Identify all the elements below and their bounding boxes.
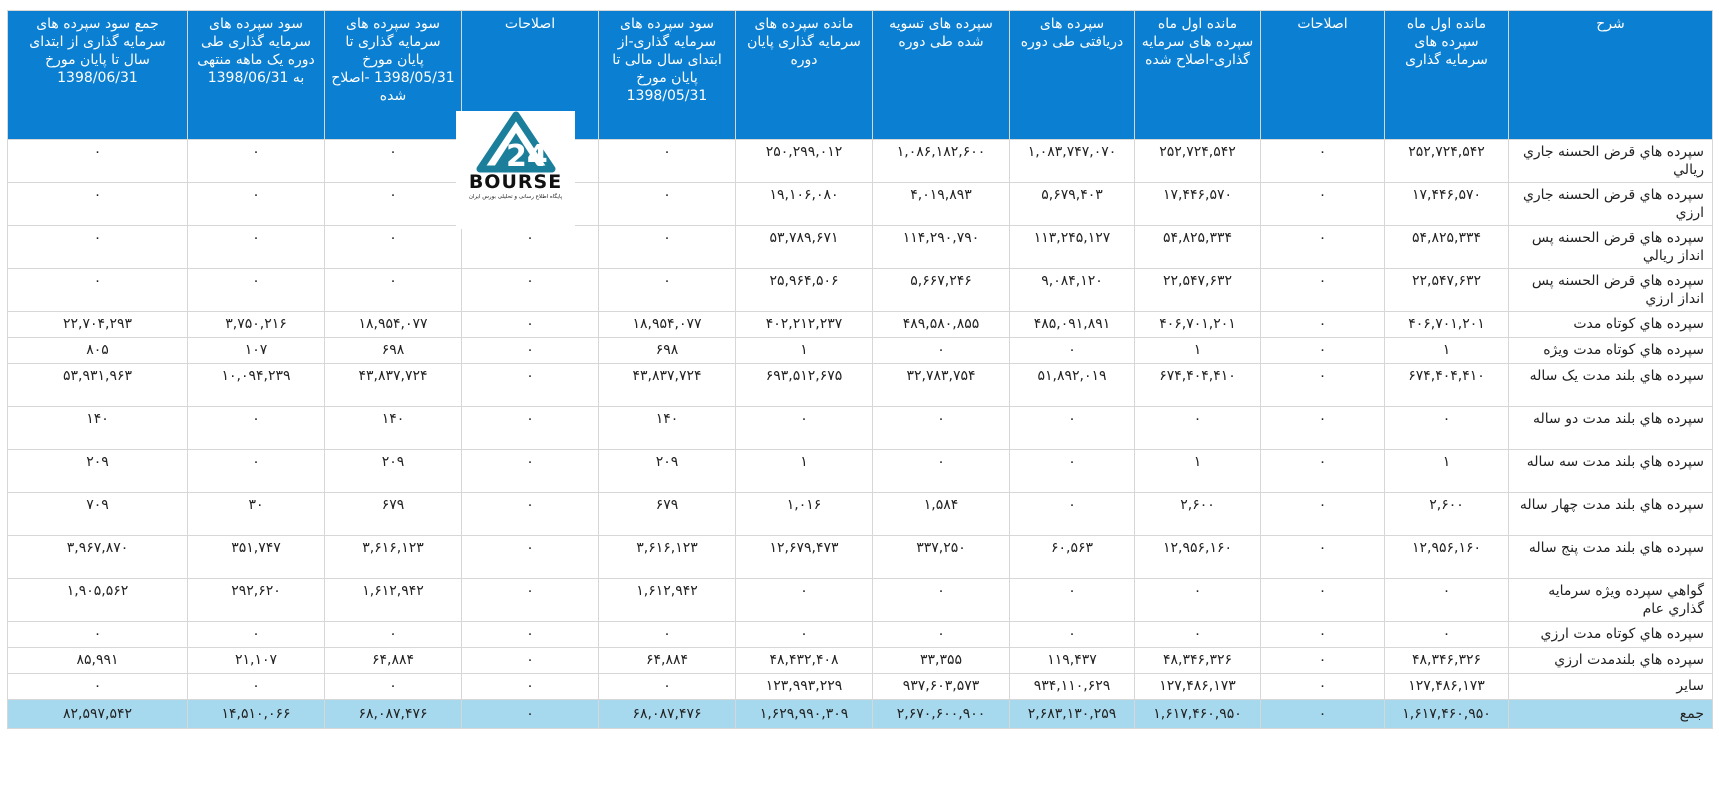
table-cell: ۱۴۰ bbox=[325, 407, 462, 450]
table-cell: ۲۵۲,۷۲۴,۵۴۲ bbox=[1385, 140, 1509, 183]
table-cell: ۱ bbox=[1135, 338, 1261, 364]
total-label: جمع bbox=[1509, 700, 1713, 729]
table-cell: ۴۸۵,۰۹۱,۸۹۱ bbox=[1010, 312, 1135, 338]
column-header-4: سپرده های دریافتی طی دوره bbox=[1010, 11, 1135, 140]
table-cell: ۱۲,۹۵۶,۱۶۰ bbox=[1385, 536, 1509, 579]
table-cell: ۶۴,۸۸۴ bbox=[599, 648, 736, 674]
table-cell: ۰ bbox=[462, 226, 599, 269]
table-cell: ۱,۹۰۵,۵۶۲ bbox=[8, 579, 188, 622]
table-cell: ۰ bbox=[188, 140, 325, 183]
table-cell: ۱ bbox=[736, 338, 873, 364]
table-cell: ۳۳۷,۲۵۰ bbox=[873, 536, 1010, 579]
table-cell: ۱۸,۹۵۴,۰۷۷ bbox=[599, 312, 736, 338]
logo-numeral: 24 bbox=[505, 139, 548, 174]
table-row bbox=[8, 226, 1713, 269]
deposits-table bbox=[7, 10, 1713, 729]
table-cell: ۰ bbox=[325, 226, 462, 269]
table-cell: ۱,۶۱۲,۹۴۲ bbox=[325, 579, 462, 622]
table-cell: ۰ bbox=[325, 140, 462, 183]
header-row bbox=[8, 11, 1713, 140]
table-cell: ۰ bbox=[462, 622, 599, 648]
table-row bbox=[8, 648, 1713, 674]
table-row bbox=[8, 140, 1713, 183]
table-cell: ۰ bbox=[1010, 579, 1135, 622]
table-cell: ۰ bbox=[325, 674, 462, 700]
table-cell: ۰ bbox=[599, 674, 736, 700]
table-cell: ۰ bbox=[1261, 140, 1385, 183]
table-cell: ۰ bbox=[736, 407, 873, 450]
table-cell: ۰ bbox=[1261, 536, 1385, 579]
table-cell: ۵۴,۸۲۵,۳۳۴ bbox=[1385, 226, 1509, 269]
table-cell: ۵۳,۷۸۹,۶۷۱ bbox=[736, 226, 873, 269]
table-body bbox=[8, 140, 1713, 729]
table-cell: ۶۷۹ bbox=[325, 493, 462, 536]
table-cell: ۰ bbox=[188, 407, 325, 450]
table-cell: ۰ bbox=[1385, 579, 1509, 622]
total-cell: ۲,۶۸۳,۱۳۰,۲۵۹ bbox=[1010, 700, 1135, 729]
bourse24-emblem-icon bbox=[474, 111, 558, 175]
column-header-10: سود سپرده های سرمایه گذاری طی دوره یک ماهه منتهی به 1398/06/31 bbox=[188, 11, 325, 140]
logo-tagline: پایگاه اطلاع رسانی و تحلیلی بورس ایران bbox=[468, 194, 563, 200]
table-cell: ۰ bbox=[8, 183, 188, 226]
table-cell: ۱ bbox=[736, 450, 873, 493]
table-cell: ۰ bbox=[1261, 312, 1385, 338]
table-row bbox=[8, 312, 1713, 338]
table-cell: ۳۲,۷۸۳,۷۵۴ bbox=[873, 364, 1010, 407]
table-row bbox=[8, 493, 1713, 536]
table-cell: ۰ bbox=[1135, 407, 1261, 450]
total-cell: ۸۲,۵۹۷,۵۴۲ bbox=[8, 700, 188, 729]
table-cell: ۳۳,۳۵۵ bbox=[873, 648, 1010, 674]
table-cell: ۰ bbox=[462, 450, 599, 493]
table-row bbox=[8, 269, 1713, 312]
table-cell: ۱۲۷,۴۸۶,۱۷۳ bbox=[1385, 674, 1509, 700]
table-row bbox=[8, 338, 1713, 364]
table-cell: ۰ bbox=[1010, 450, 1135, 493]
table-cell: ۰ bbox=[1010, 338, 1135, 364]
bourse24-logo bbox=[456, 111, 575, 229]
table-cell: ۰ bbox=[1261, 674, 1385, 700]
table-cell: ۰ bbox=[1261, 622, 1385, 648]
column-header-11: جمع سود سپرده های سرمایه گذاری از ابتدای سال تا پایان مورخ 1398/06/31 bbox=[8, 11, 188, 140]
table-cell: ۱۴۰ bbox=[599, 407, 736, 450]
table-cell: ۱۰۷ bbox=[188, 338, 325, 364]
table-cell: ۰ bbox=[325, 269, 462, 312]
table-cell: ۲۲,۷۰۴,۲۹۳ bbox=[8, 312, 188, 338]
column-header-0: شرح bbox=[1509, 11, 1713, 140]
table-cell: ۵,۶۶۷,۲۴۶ bbox=[873, 269, 1010, 312]
table-cell: ۴۰۶,۷۰۱,۲۰۱ bbox=[1385, 312, 1509, 338]
row-description: سپرده هاي کوتاه مدت ويژه bbox=[1509, 338, 1713, 364]
logo-brand: BOURSE bbox=[468, 171, 563, 193]
table-cell: ۰ bbox=[873, 338, 1010, 364]
table-cell: ۰ bbox=[1261, 493, 1385, 536]
table-cell: ۱ bbox=[1385, 450, 1509, 493]
table-cell: ۰ bbox=[325, 183, 462, 226]
table-cell: ۳,۹۶۷,۸۷۰ bbox=[8, 536, 188, 579]
total-cell: ۱,۶۱۷,۴۶۰,۹۵۰ bbox=[1135, 700, 1261, 729]
table-cell: ۴۸,۳۴۶,۳۲۶ bbox=[1135, 648, 1261, 674]
total-cell: ۶۸,۰۸۷,۴۷۶ bbox=[599, 700, 736, 729]
total-row bbox=[8, 700, 1713, 729]
table-cell: ۱۱۹,۴۳۷ bbox=[1010, 648, 1135, 674]
total-cell: ۲,۶۷۰,۶۰۰,۹۰۰ bbox=[873, 700, 1010, 729]
table-row bbox=[8, 183, 1713, 226]
table-cell: ۶۹۸ bbox=[325, 338, 462, 364]
table-cell: ۴۰۶,۷۰۱,۲۰۱ bbox=[1135, 312, 1261, 338]
row-description: سپرده هاي بلند مدت پنج ساله bbox=[1509, 536, 1713, 579]
table-cell: ۳۵۱,۷۴۷ bbox=[188, 536, 325, 579]
table-row bbox=[8, 622, 1713, 648]
row-description: گواهي سپرده ويژه سرمايه گذاري عام bbox=[1509, 579, 1713, 622]
table-cell: ۱,۵۸۴ bbox=[873, 493, 1010, 536]
row-description: سپرده هاي قرض الحسنه پس انداز ريالي bbox=[1509, 226, 1713, 269]
table-cell: ۲۵,۹۶۴,۵۰۶ bbox=[736, 269, 873, 312]
row-description: سپرده هاي کوتاه مدت ارزي bbox=[1509, 622, 1713, 648]
table-cell: ۱۱۴,۲۹۰,۷۹۰ bbox=[873, 226, 1010, 269]
total-cell: ۱۴,۵۱۰,۰۶۶ bbox=[188, 700, 325, 729]
table-cell: ۰ bbox=[188, 622, 325, 648]
table-cell: ۹۳۷,۶۰۳,۵۷۳ bbox=[873, 674, 1010, 700]
table-cell: ۰ bbox=[599, 269, 736, 312]
table-cell: ۰ bbox=[1135, 622, 1261, 648]
table-cell: ۰ bbox=[188, 269, 325, 312]
table-cell: ۰ bbox=[1261, 183, 1385, 226]
table-cell: ۹۳۴,۱۱۰,۶۲۹ bbox=[1010, 674, 1135, 700]
row-description: سپرده هاي قرض الحسنه پس انداز ارزي bbox=[1509, 269, 1713, 312]
table-cell: ۱,۰۱۶ bbox=[736, 493, 873, 536]
row-description: سپرده هاي بلند مدت سه ساله bbox=[1509, 450, 1713, 493]
table-cell: ۴۳,۸۳۷,۷۲۴ bbox=[599, 364, 736, 407]
column-header-1: مانده اول ماه سپرده های سرمایه گذاری bbox=[1385, 11, 1509, 140]
table-cell: ۰ bbox=[736, 622, 873, 648]
table-cell: ۶۷۴,۴۰۴,۴۱۰ bbox=[1385, 364, 1509, 407]
table-cell: ۰ bbox=[8, 226, 188, 269]
column-header-7: سود سپرده های سرمایه گذاری-از ابتدای سال مالی تا پایان مورخ 1398/05/31 bbox=[599, 11, 736, 140]
table-cell: ۰ bbox=[188, 226, 325, 269]
table-cell: ۱,۶۱۲,۹۴۲ bbox=[599, 579, 736, 622]
total-cell: ۱,۶۱۷,۴۶۰,۹۵۰ bbox=[1385, 700, 1509, 729]
row-description: ساير bbox=[1509, 674, 1713, 700]
table-cell: ۴,۰۱۹,۸۹۳ bbox=[873, 183, 1010, 226]
table-cell: ۰ bbox=[1261, 407, 1385, 450]
table-cell: ۱۱۳,۲۴۵,۱۲۷ bbox=[1010, 226, 1135, 269]
table-cell: ۰ bbox=[1010, 622, 1135, 648]
table-cell: ۶۰,۵۶۳ bbox=[1010, 536, 1135, 579]
table-cell: ۰ bbox=[8, 674, 188, 700]
table-cell: ۴۸,۴۳۲,۴۰۸ bbox=[736, 648, 873, 674]
table-cell: ۲,۶۰۰ bbox=[1135, 493, 1261, 536]
table-cell: ۴۸,۳۴۶,۳۲۶ bbox=[1385, 648, 1509, 674]
table-cell: ۵۳,۹۳۱,۹۶۳ bbox=[8, 364, 188, 407]
table-cell: ۱۴۰ bbox=[8, 407, 188, 450]
table-cell: ۶۹۳,۵۱۲,۶۷۵ bbox=[736, 364, 873, 407]
table-cell: ۲۰۹ bbox=[599, 450, 736, 493]
row-description: سپرده هاي بلندمدت ارزي bbox=[1509, 648, 1713, 674]
table-cell: ۶۴,۸۸۴ bbox=[325, 648, 462, 674]
table-cell: ۰ bbox=[8, 269, 188, 312]
table-row bbox=[8, 674, 1713, 700]
table-cell: ۰ bbox=[1385, 407, 1509, 450]
table-cell: ۱۲۷,۴۸۶,۱۷۳ bbox=[1135, 674, 1261, 700]
row-description: سپرده هاي بلند مدت دو ساله bbox=[1509, 407, 1713, 450]
table-cell: ۰ bbox=[1261, 269, 1385, 312]
table-cell: ۰ bbox=[462, 536, 599, 579]
table-cell: ۱۲,۶۷۹,۴۷۳ bbox=[736, 536, 873, 579]
table-row bbox=[8, 407, 1713, 450]
table-cell: ۲,۶۰۰ bbox=[1385, 493, 1509, 536]
table-cell: ۱,۰۸۶,۱۸۲,۶۰۰ bbox=[873, 140, 1010, 183]
table-cell: ۰ bbox=[462, 269, 599, 312]
table-cell: ۰ bbox=[188, 183, 325, 226]
table-cell: ۰ bbox=[188, 674, 325, 700]
table-cell: ۹,۰۸۴,۱۲۰ bbox=[1010, 269, 1135, 312]
table-cell: ۴۳,۸۳۷,۷۲۴ bbox=[325, 364, 462, 407]
table-cell: ۵,۶۷۹,۴۰۳ bbox=[1010, 183, 1135, 226]
total-cell: ۰ bbox=[462, 700, 599, 729]
row-description: سپرده هاي بلند مدت چهار ساله bbox=[1509, 493, 1713, 536]
table-cell: ۰ bbox=[325, 622, 462, 648]
row-description: سپرده هاي قرض الحسنه جاري ريالي bbox=[1509, 140, 1713, 183]
deposits-report bbox=[7, 10, 1712, 729]
table-cell: ۰ bbox=[1261, 579, 1385, 622]
table-cell: ۳,۶۱۶,۱۲۳ bbox=[325, 536, 462, 579]
table-cell: ۷۰۹ bbox=[8, 493, 188, 536]
table-cell: ۰ bbox=[1261, 226, 1385, 269]
table-cell: ۲۹۲,۶۲۰ bbox=[188, 579, 325, 622]
total-cell: ۶۸,۰۸۷,۴۷۶ bbox=[325, 700, 462, 729]
column-header-3: مانده اول ماه سپرده های سرمایه گذاری-اصلاح شده bbox=[1135, 11, 1261, 140]
table-row bbox=[8, 450, 1713, 493]
table-row bbox=[8, 364, 1713, 407]
table-cell: ۴۸۹,۵۸۰,۸۵۵ bbox=[873, 312, 1010, 338]
table-cell: ۲۵۰,۲۹۹,۰۱۲ bbox=[736, 140, 873, 183]
table-cell: ۰ bbox=[1010, 407, 1135, 450]
table-cell: ۰ bbox=[873, 579, 1010, 622]
table-cell: ۲۱,۱۰۷ bbox=[188, 648, 325, 674]
table-cell: ۰ bbox=[1261, 338, 1385, 364]
table-cell: ۰ bbox=[462, 338, 599, 364]
column-header-8: اصلاحات bbox=[462, 11, 599, 140]
table-cell: ۱۲,۹۵۶,۱۶۰ bbox=[1135, 536, 1261, 579]
table-cell: ۲۰۹ bbox=[325, 450, 462, 493]
table-cell: ۳۰ bbox=[188, 493, 325, 536]
table-cell: ۸۰۵ bbox=[8, 338, 188, 364]
table-cell: ۰ bbox=[599, 183, 736, 226]
table-cell: ۱۹,۱۰۶,۰۸۰ bbox=[736, 183, 873, 226]
table-cell: ۳,۶۱۶,۱۲۳ bbox=[599, 536, 736, 579]
table-cell: ۵۴,۸۲۵,۳۳۴ bbox=[1135, 226, 1261, 269]
table-cell: ۰ bbox=[462, 407, 599, 450]
table-cell: ۰ bbox=[462, 648, 599, 674]
table-cell: ۰ bbox=[1385, 622, 1509, 648]
column-header-6: مانده سپرده های سرمایه گذاری پایان دوره bbox=[736, 11, 873, 140]
total-cell: ۱,۶۲۹,۹۹۰,۳۰۹ bbox=[736, 700, 873, 729]
table-cell: ۰ bbox=[462, 312, 599, 338]
row-description: سپرده هاي قرض الحسنه جاري ارزي bbox=[1509, 183, 1713, 226]
table-cell: ۱۰,۰۹۴,۲۳۹ bbox=[188, 364, 325, 407]
table-cell: ۰ bbox=[873, 407, 1010, 450]
table-cell: ۲۰۹ bbox=[8, 450, 188, 493]
table-cell: ۱۸,۹۵۴,۰۷۷ bbox=[325, 312, 462, 338]
table-cell: ۳,۷۵۰,۲۱۶ bbox=[188, 312, 325, 338]
table-cell: ۰ bbox=[1261, 450, 1385, 493]
table-cell: ۶۷۹ bbox=[599, 493, 736, 536]
table-cell: ۰ bbox=[1261, 648, 1385, 674]
column-header-9: سود سپرده های سرمایه گذاری تا پایان مورخ 1398/05/31 -اصلاح شده bbox=[325, 11, 462, 140]
table-cell: ۱۷,۴۴۶,۵۷۰ bbox=[1385, 183, 1509, 226]
table-cell: ۰ bbox=[462, 364, 599, 407]
table-cell: ۵۱,۸۹۲,۰۱۹ bbox=[1010, 364, 1135, 407]
table-cell: ۰ bbox=[8, 622, 188, 648]
table-cell: ۰ bbox=[188, 450, 325, 493]
table-cell: ۰ bbox=[462, 493, 599, 536]
row-description: سپرده هاي بلند مدت يک ساله bbox=[1509, 364, 1713, 407]
table-cell: ۰ bbox=[8, 140, 188, 183]
table-cell: ۰ bbox=[599, 622, 736, 648]
table-cell: ۶۷۴,۴۰۴,۴۱۰ bbox=[1135, 364, 1261, 407]
table-cell: ۴۰۲,۲۱۲,۲۳۷ bbox=[736, 312, 873, 338]
table-cell: ۲۲,۵۴۷,۶۳۲ bbox=[1135, 269, 1261, 312]
table-cell: ۰ bbox=[1261, 364, 1385, 407]
table-cell: ۰ bbox=[736, 579, 873, 622]
table-cell: ۰ bbox=[462, 579, 599, 622]
table-cell: ۰ bbox=[1010, 493, 1135, 536]
table-cell: ۰ bbox=[599, 140, 736, 183]
table-row bbox=[8, 536, 1713, 579]
column-header-5: سپرده های تسویه شده طی دوره bbox=[873, 11, 1010, 140]
table-cell: ۱,۰۸۳,۷۴۷,۰۷۰ bbox=[1010, 140, 1135, 183]
table-cell: ۰ bbox=[1135, 579, 1261, 622]
table-cell: ۶۹۸ bbox=[599, 338, 736, 364]
row-description: سپرده هاي کوتاه مدت bbox=[1509, 312, 1713, 338]
table-cell: ۱۲۳,۹۹۳,۲۲۹ bbox=[736, 674, 873, 700]
table-cell: ۸۵,۹۹۱ bbox=[8, 648, 188, 674]
table-cell: ۱ bbox=[1135, 450, 1261, 493]
table-cell: ۲۵۲,۷۲۴,۵۴۲ bbox=[1135, 140, 1261, 183]
table-cell: ۱ bbox=[1385, 338, 1509, 364]
table-cell: ۱۷,۴۴۶,۵۷۰ bbox=[1135, 183, 1261, 226]
table-cell: ۰ bbox=[873, 622, 1010, 648]
total-cell: ۰ bbox=[1261, 700, 1385, 729]
column-header-2: اصلاحات bbox=[1261, 11, 1385, 140]
table-cell: ۰ bbox=[873, 450, 1010, 493]
table-cell: ۲۲,۵۴۷,۶۳۲ bbox=[1385, 269, 1509, 312]
table-cell: ۰ bbox=[599, 226, 736, 269]
table-cell: ۰ bbox=[462, 674, 599, 700]
table-row bbox=[8, 579, 1713, 622]
